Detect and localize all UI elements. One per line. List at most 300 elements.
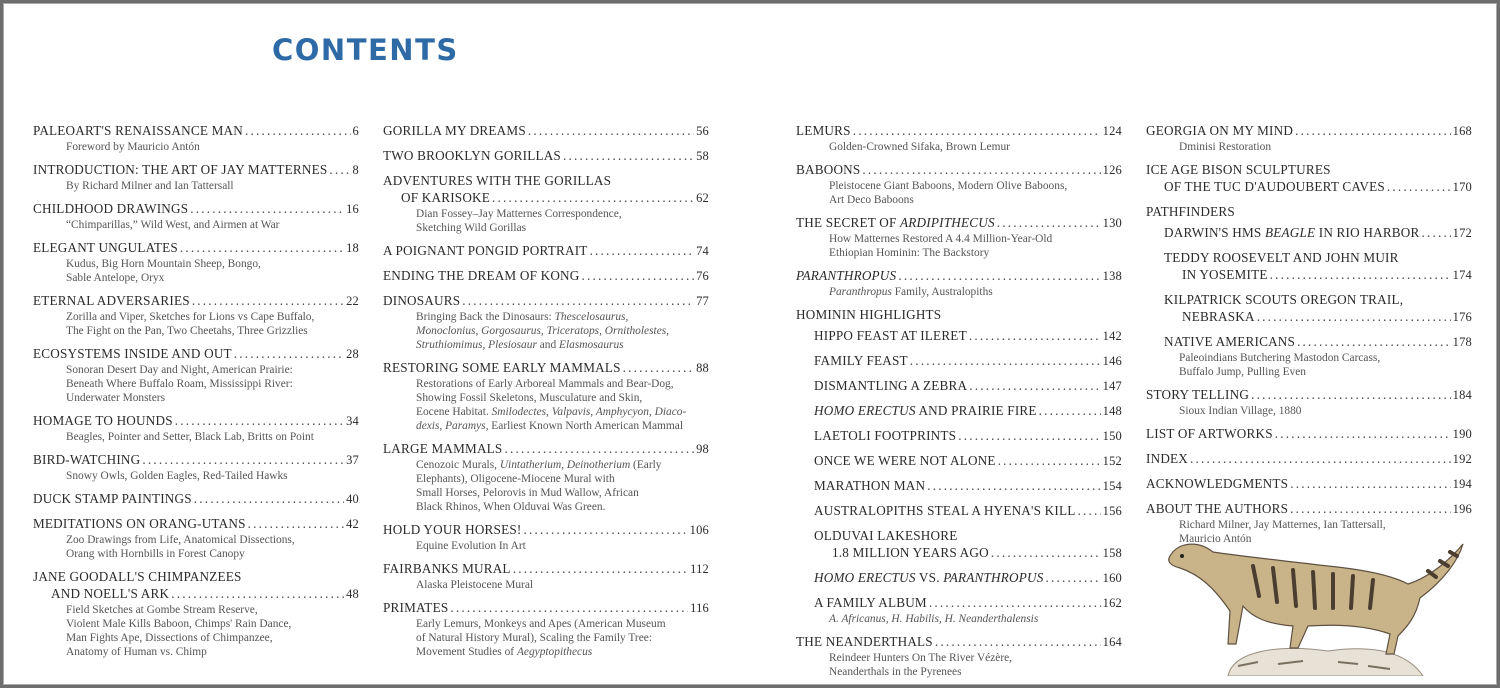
entry-title: BIRD-WATCHING [33,452,141,467]
entry-title-line: TEDDY ROOSEVELT AND JOHN MUIR [1164,250,1399,265]
leader-dots [1295,122,1451,139]
leader-dots [450,599,688,616]
entry-title-row [1146,500,1472,518]
leader-dots [1190,450,1451,467]
text-segment: Earliest Known North American Mammal [488,420,683,432]
entry-title: 1.8 MILLION YEARS AGO [832,545,989,560]
entry-title [796,214,995,231]
toc-entry[interactable] [796,122,1122,154]
entry-subtitle [383,310,709,324]
toc-entry[interactable] [1146,161,1472,196]
entry-subtitle: Restorations of Early Arboreal Mammals and Bear-Dog, [416,378,674,390]
entry-title-row [796,452,1122,470]
entry-title: DISMANTLING A ZEBRA [814,378,968,393]
entry-title: LAETOLI FOOTPRINTS [814,428,957,443]
page-number: 194 [1452,477,1472,491]
toc-entry[interactable] [796,477,1122,495]
entry-title-row [796,502,1122,520]
leader-dots [513,560,688,577]
entry-title-line: KILPATRICK SCOUTS OREGON TRAIL, [1164,292,1404,307]
entry-subtitle: Reindeer Hunters On The River Vézère, [829,652,1013,664]
entry-title: AND NOELL'S ARK [51,586,170,601]
entry-subtitle: Black Rhinos, When Olduvai Was Green. [416,501,606,513]
entry-title: HOMAGE TO HOUNDS [33,413,173,428]
entry-title: ECOSYSTEMS INSIDE AND OUT [33,346,232,361]
page-number: 196 [1452,502,1472,516]
text-segment: Cenozoic Murals, [416,459,500,471]
entry-title-row [33,122,359,140]
entry-title-row [796,477,1122,495]
toc-entry[interactable] [383,172,709,235]
page-number: 126 [1102,163,1122,177]
entry-title: NEBRASKA [1182,309,1255,324]
toc-section [796,306,1122,323]
italic-text: A. Africanus, H. Habilis, H. Neanderthalensis [829,613,1039,625]
entry-title-row [1146,122,1472,140]
page-number: 176 [1452,310,1472,324]
leader-dots [1387,178,1451,195]
entry-title-row [383,189,709,207]
entry-title: PATHFINDERS [1146,204,1235,219]
page-number: 106 [689,523,709,537]
toc-entry[interactable] [1146,450,1472,468]
entry-title: ONCE WE WERE NOT ALONE [814,453,996,468]
entry-title: BABOONS [796,162,861,177]
entry-title: INDEX [1146,451,1189,466]
entry-title-row [33,161,359,179]
entry-subtitle: Field Sketches at Gombe Stream Reserve, [66,604,258,616]
italic-text: Struthiomimus, Plesiosaur [416,339,537,351]
entry-title-row [383,267,709,285]
toc-entry[interactable] [33,239,359,285]
page-number: 170 [1452,180,1472,194]
page-number: 16 [346,202,359,216]
page-number: 56 [696,124,709,138]
leader-dots [142,451,344,468]
entry-subtitle [383,645,709,659]
entry-title-row [383,359,709,377]
entry-subtitle: Sioux Indian Village, 1880 [1179,405,1302,417]
toc-entry[interactable] [1146,333,1472,379]
entry-title-row [1146,450,1472,468]
leader-dots [1251,386,1451,403]
page-number: 62 [696,191,709,205]
entry-title-row [796,544,1122,562]
toc-entry[interactable] [383,292,709,352]
page-number: 98 [696,442,709,456]
leader-dots [991,544,1101,561]
entry-subtitle: Foreword by Mauricio Antón [66,141,200,153]
page-number: 150 [1102,429,1122,443]
leader-dots [997,214,1101,231]
entry-title [1164,224,1420,241]
toc-entry[interactable] [796,502,1122,520]
entry-title-row [796,327,1122,345]
page-number: 76 [696,269,709,283]
toc-entry[interactable] [33,200,359,232]
leader-dots [171,585,344,602]
page-number: 147 [1102,379,1122,393]
leader-dots [862,161,1100,178]
entry-title-row [796,377,1122,395]
page-title: CONTENTS [272,33,459,67]
toc-entry[interactable] [33,451,359,483]
entry-title-row [1146,178,1472,196]
leader-dots [927,477,1100,494]
entry-subtitle: Underwater Monsters [66,392,166,404]
leader-dots [492,189,694,206]
entry-title: HIPPO FEAST AT ILERET [814,328,967,343]
toc-entry[interactable] [383,122,709,140]
toc-entry[interactable] [796,427,1122,445]
text-segment: and [536,339,560,351]
entry-subtitle: Beagles, Pointer and Setter, Black Lab, Britts on Point [66,431,314,443]
entry-subtitle: Kudus, Big Horn Mountain Sheep, Bongo, [66,258,261,270]
toc-entry[interactable] [796,161,1122,207]
entry-title: PRIMATES [383,600,449,615]
page-number: 192 [1452,452,1472,466]
entry-title-row [796,306,1122,323]
toc-entry[interactable] [383,242,709,260]
entry-title: FAMILY FEAST [814,353,908,368]
toc-entry[interactable] [33,292,359,338]
leader-dots [998,452,1101,469]
entry-title-line: JANE GOODALL'S CHIMPANZEES [33,569,242,584]
entry-subtitle: Violent Male Kills Baboon, Chimps' Rain Dance, [66,618,292,630]
entry-title-row [383,292,709,310]
leader-dots [462,292,694,309]
toc-entry[interactable] [1146,122,1472,154]
page-number: 168 [1452,124,1472,138]
entry-title: RESTORING SOME EARLY MAMMALS [383,360,621,375]
entry-subtitle: Orang with Hornbills in Forest Canopy [66,548,245,560]
entry-subtitle: Sable Antelope, Oryx [66,272,165,284]
entry-title: STORY TELLING [1146,387,1250,402]
toc-entry[interactable] [33,161,359,193]
entry-title: DUCK STAMP PAINTINGS [33,491,192,506]
toc-entry[interactable] [1146,249,1472,284]
entry-subtitle [796,612,1122,626]
toc-entry[interactable] [383,560,709,592]
toc-entry[interactable] [796,352,1122,370]
leader-dots [1257,308,1451,325]
toc-entry[interactable] [796,633,1122,679]
entry-title-row [383,147,709,165]
entry-title-row [796,352,1122,370]
leader-dots [910,352,1101,369]
leader-dots [1077,502,1100,519]
entry-title-line: ADVENTURES WITH THE GORILLAS [383,173,612,188]
entry-title: PALEOART'S RENAISSANCE MAN [33,123,243,138]
leader-dots [1290,475,1450,492]
entry-subtitle [383,405,709,419]
entry-title-row [796,161,1122,179]
page-number: 158 [1102,546,1122,560]
entry-title-row [383,599,709,617]
toc-column-3 [796,122,1122,686]
entry-subtitle: Snowy Owls, Golden Eagles, Red-Tailed Hawks [66,470,288,482]
page-number: 40 [346,492,359,506]
page-number: 37 [346,453,359,467]
page-number: 156 [1102,504,1122,518]
entry-title: A FAMILY ALBUM [814,595,927,610]
leader-dots [969,327,1101,344]
toc-entry[interactable] [383,359,709,433]
entry-title-row [33,292,359,310]
leader-dots [1270,266,1451,283]
italic-text: BEAGLE [1264,225,1316,240]
entry-title: HOMININ HIGHLIGHTS [796,307,942,322]
entry-title [814,569,1044,586]
toc-entry[interactable] [796,214,1122,260]
entry-subtitle: The Fight on the Pan, Two Cheetahs, Three Grizzlies [66,325,308,337]
entry-subtitle [383,419,709,433]
italic-text: Uintatherium, Deinotherium [499,459,631,471]
entry-title-row [1146,333,1472,351]
page-number: 77 [696,294,709,308]
page-number: 124 [1102,124,1122,138]
entry-title-row [383,122,709,140]
text-segment: (Early [630,459,662,471]
text-segment: THE SECRET OF [796,215,901,230]
page-number: 142 [1102,329,1122,343]
entry-title: ETERNAL ADVERSARIES [33,293,190,308]
entry-title-row [1146,425,1472,443]
leader-dots [523,521,687,538]
entry-subtitle: Ethiopian Hominin: The Backstory [829,247,990,259]
toc-entry[interactable] [383,267,709,285]
text-segment: Eocene Habitat. [416,406,492,418]
page-number: 6 [352,124,359,138]
entry-subtitle: Pleistocene Giant Baboons, Modern Olive Baboons, [829,180,1068,192]
leader-dots [175,412,344,429]
toc-entry[interactable] [796,402,1122,420]
toc-entry[interactable] [796,594,1122,626]
entry-title: INTRODUCTION: THE ART OF JAY MATTERNES [33,162,328,177]
text-segment: Movement Studies of [416,646,517,658]
toc-column-1 [33,122,359,666]
entry-title-row [796,594,1122,612]
toc-column-2 [383,122,709,666]
entry-subtitle: Dian Fossey–Jay Matternes Correspondence, [416,208,622,220]
entry-title-row [33,490,359,508]
entry-title: MARATHON MAN [814,478,926,493]
entry-title: TWO BROOKLYN GORILLAS [383,148,561,163]
leader-dots [929,594,1101,611]
page-number: 18 [346,241,359,255]
toc-entry[interactable] [33,568,359,659]
leader-dots [582,267,695,284]
entry-title: IN YOSEMITE [1182,267,1268,282]
entry-title: GORILLA MY DREAMS [383,123,526,138]
italic-text: Thescelosaurus, [554,311,629,323]
entry-title: NATIVE AMERICANS [1164,334,1296,349]
toc-entry[interactable] [33,515,359,561]
entry-title-row [1146,203,1472,220]
entry-subtitle: Zorilla and Viper, Sketches for Lions vs Cape Buffalo, [66,311,315,323]
entry-subtitle: Early Lemurs, Monkeys and Apes (American Museum [416,618,666,630]
entry-subtitle: Paleoindians Butchering Mastodon Carcass, [1179,352,1381,364]
toc-section [1146,203,1472,220]
toc-entry[interactable] [796,267,1122,299]
entry-title-row [383,521,709,539]
italic-text: Aegyptopithecus [516,646,593,658]
page-number: 148 [1102,404,1122,418]
entry-title-row [1146,475,1472,493]
entry-title-row [33,412,359,430]
leader-dots [1039,402,1101,419]
text-segment: Family, Australopiths [891,286,993,298]
entry-title-line: OLDUVAI LAKESHORE [814,528,958,543]
entry-subtitle: Sketching Wild Gorillas [416,222,527,234]
toc-entry[interactable] [1146,291,1472,326]
text-segment: IN RIO HARBOR [1315,225,1420,240]
text-segment: VS. [915,570,944,585]
entry-title-row [33,451,359,469]
entry-subtitle: By Richard Milner and Ian Tattersall [66,180,234,192]
entry-subtitle: Man Fights Ape, Dissections of Chimpanzee, [66,632,273,644]
leader-dots [898,267,1100,284]
italic-text: ARDIPITHECUS [900,215,995,230]
toc-entry[interactable] [33,412,359,444]
leader-dots [1290,500,1451,517]
entry-subtitle [383,458,709,472]
toc-entry[interactable] [1146,224,1472,242]
page-number: 178 [1452,335,1472,349]
entry-title-row [33,345,359,363]
toc-entry[interactable] [383,440,709,514]
text-segment: Bringing Back the Dinosaurs: [416,311,555,323]
entry-subtitle: Beneath Where Buffalo Roam, Mississippi River: [66,378,293,390]
entry-title-row [33,585,359,603]
leader-dots [1046,569,1101,586]
entry-title: ENDING THE DREAM OF KONG [383,268,580,283]
entry-title: ABOUT THE AUTHORS [1146,501,1289,516]
entry-title-row [796,402,1122,420]
entry-title: GEORGIA ON MY MIND [1146,123,1294,138]
leader-dots [190,200,344,217]
entry-subtitle: of Natural History Mural), Scaling the Family Tree: [416,632,653,644]
leader-dots [528,122,694,139]
entry-subtitle: Alaska Pleistocene Mural [416,579,534,591]
toc-entry[interactable] [796,452,1122,470]
page-number: 112 [690,562,709,576]
leader-dots [180,239,344,256]
entry-subtitle [383,338,709,352]
toc-entry[interactable] [33,490,359,508]
page-number: 152 [1102,454,1122,468]
entry-title-row [383,242,709,260]
toc-entry[interactable] [1146,425,1472,443]
italic-text: Monoclonius, Gorgosaurus, Triceratops, Ornitholestes, [416,325,670,337]
toc-entry[interactable] [33,345,359,405]
entry-subtitle [796,285,1122,299]
entry-subtitle: Anatomy of Human vs. Chimp [66,646,207,658]
page-number: 28 [346,347,359,361]
entry-title: ELEGANT UNGULATES [33,240,178,255]
entry-title [796,267,896,284]
entry-subtitle: Dminisi Restoration [1179,141,1272,153]
toc-entry[interactable] [383,599,709,659]
entry-title: AUSTRALOPITHS STEAL A HYENA'S KILL [814,503,1076,518]
italic-text: Paranthropus [829,286,892,298]
page-number: 164 [1102,635,1122,649]
text-segment: AND PRAIRIE FIRE [915,403,1037,418]
page-number: 74 [696,244,709,258]
page-number: 184 [1452,388,1472,402]
page-number: 138 [1102,269,1122,283]
entry-subtitle: Mauricio Antón [1179,533,1252,545]
entry-title-row [796,633,1122,651]
page-number: 48 [346,587,359,601]
entry-subtitle [383,324,709,338]
leader-dots [234,345,344,362]
entry-subtitle: Small Horses, Pelorovis in Mud Wallow, African [416,487,639,499]
entry-title: CHILDHOOD DRAWINGS [33,201,189,216]
entry-title: THE NEANDERTHALS [796,634,933,649]
page-number: 190 [1452,427,1472,441]
civet-illustration [1158,526,1468,676]
entry-title-row [1146,266,1472,284]
leader-dots [1297,333,1451,350]
entry-title: DINOSAURS [383,293,461,308]
toc-column-4 [1146,122,1472,553]
entry-title-row [33,515,359,533]
page-number: 162 [1102,596,1122,610]
leader-dots [1422,224,1451,241]
toc-entry[interactable] [796,569,1122,587]
entry-title-row [1146,308,1472,326]
entry-title-row [796,569,1122,587]
page-number: 88 [696,361,709,375]
entry-title-row [33,239,359,257]
entry-title-row [796,122,1122,140]
leader-dots [969,377,1100,394]
page-number: 42 [346,517,359,531]
entry-subtitle: Art Deco Baboons [829,194,914,206]
toc-entry[interactable] [33,122,359,154]
leader-dots [623,359,694,376]
entry-title: ACKNOWLEDGMENTS [1146,476,1289,491]
toc-entry[interactable] [383,147,709,165]
toc-entry[interactable] [796,327,1122,345]
toc-entry[interactable] [796,377,1122,395]
page-number: 58 [696,149,709,163]
entry-subtitle: “Chimparillas,” Wild West, and Airmen at War [66,219,280,231]
entry-title-row [796,267,1122,285]
page-number: 146 [1102,354,1122,368]
entry-subtitle: Equine Evolution In Art [416,540,526,552]
toc-entry[interactable] [1146,475,1472,493]
leader-dots [958,427,1100,444]
leader-dots [1275,425,1451,442]
page-number: 154 [1102,479,1122,493]
entry-title: FAIRBANKS MURAL [383,561,511,576]
leader-dots [853,122,1101,139]
entry-title-row [383,440,709,458]
toc-entry[interactable] [1146,386,1472,418]
italic-text: PARANTHROPUS [943,570,1044,585]
leader-dots [935,633,1101,650]
page-number: 8 [352,163,359,177]
toc-entry[interactable] [383,521,709,553]
leader-dots [245,122,351,139]
entry-subtitle: Buffalo Jump, Pulling Even [1179,366,1306,378]
entry-title: LARGE MAMMALS [383,441,503,456]
toc-entry[interactable] [796,527,1122,562]
entry-title: OF KARISOKE [401,190,491,205]
entry-title [814,402,1037,419]
